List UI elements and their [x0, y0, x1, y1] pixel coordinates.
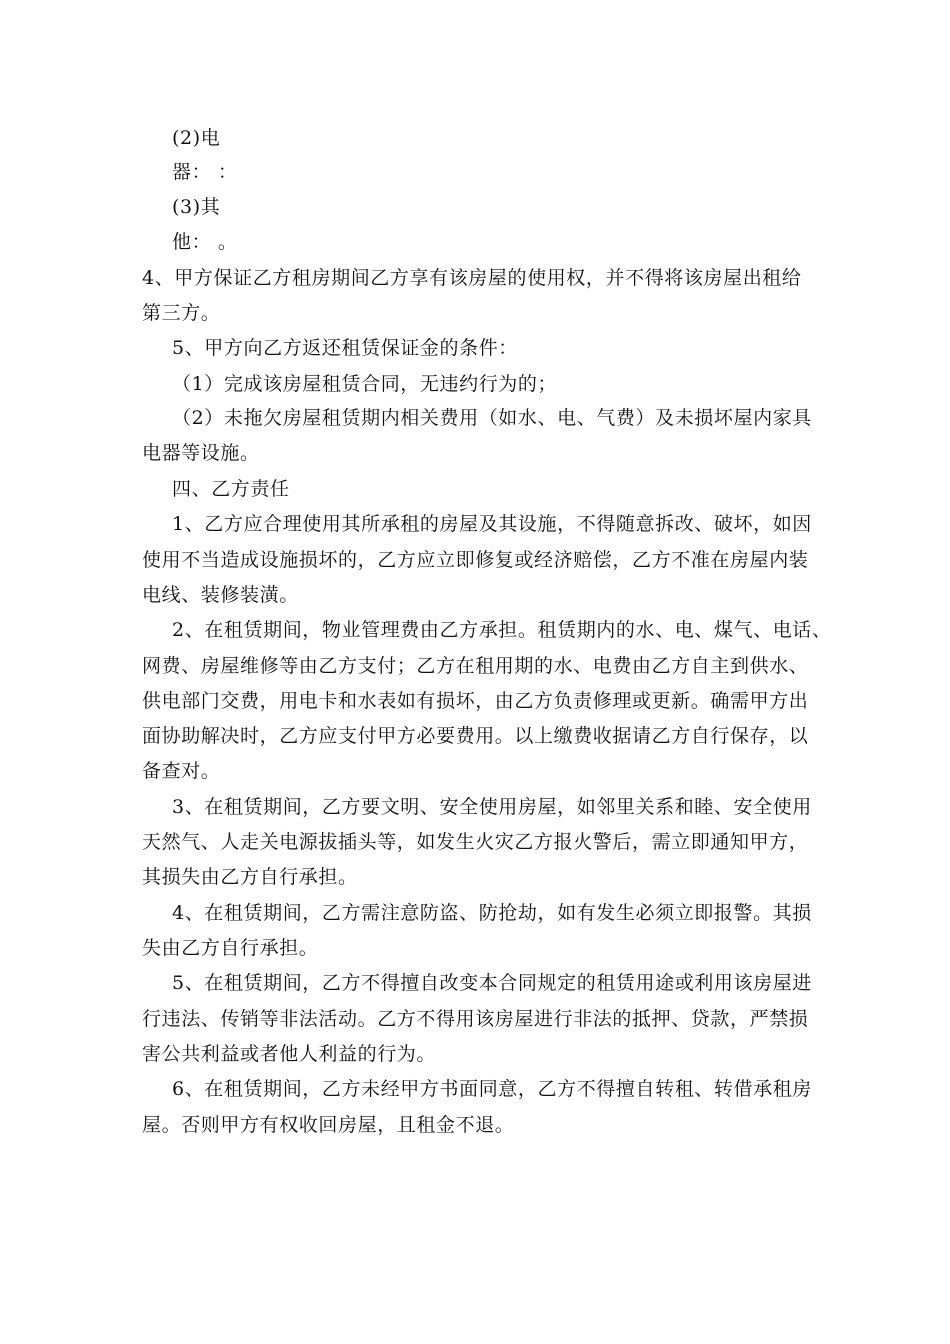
text-line: 行违法、传销等非法活动。乙方不得用该房屋进行非法的抵押、贷款，严禁损 [142, 1008, 809, 1030]
text-line: 电线、装修装潢。 [142, 584, 299, 606]
text-line: (3)其 [172, 196, 221, 218]
text-line: 5、甲方向乙方返还租赁保证金的条件： [172, 337, 518, 359]
text-line: 备查对。 [142, 760, 221, 782]
text-line: 供电部门交费，用电卡和水表如有损坏，由乙方负责修理或更新。确需甲方出 [142, 690, 809, 712]
text-line: (2)电 [172, 127, 221, 149]
text-line: 害公共利益或者他人利益的行为。 [142, 1043, 437, 1065]
text-line: 电器等设施。 [142, 442, 260, 464]
text-line: 使用不当造成设施损坏的，乙方应立即修复或经济赔偿，乙方不准在房屋内装 [142, 549, 809, 571]
text-line: 1、乙方应合理使用其所承租的房屋及其设施，不得随意拆改、破坏，如因 [172, 513, 812, 535]
text-line: 5、在租赁期间，乙方不得擅自改变本合同规定的租赁用途或利用该房屋进 [172, 972, 812, 994]
text-line: 4、甲方保证乙方租房期间乙方享有该房屋的使用权，并不得将该房屋出租给 [142, 267, 802, 289]
text-line: 网费、房屋维修等由乙方支付；乙方在租用期的水、电费由乙方自主到供水、 [142, 655, 809, 677]
text-line: 其损失由乙方自行承担。 [142, 866, 358, 888]
section-heading: 四、乙方责任 [172, 478, 290, 500]
text-line: 4、在租赁期间，乙方需注意防盗、防抢劫，如有发生必须立即报警。其损 [172, 902, 812, 924]
text-line: 失由乙方自行承担。 [142, 937, 319, 959]
text-line: 他： 。 [172, 231, 238, 253]
text-line: 3、在租赁期间，乙方要文明、安全使用房屋，如邻里关系和睦、安全使用 [172, 796, 812, 818]
text-line: 面协助解决时，乙方应支付甲方必要费用。以上缴费收据请乙方自行保存，以 [142, 725, 809, 747]
text-line: 器： ： [172, 161, 238, 183]
text-line: 屋。否则甲方有权收回房屋，且租金不退。 [142, 1114, 515, 1136]
text-line: （1）完成该房屋租赁合同，无违约行为的； [172, 373, 558, 395]
text-line: 2、在租赁期间，物业管理费由乙方承担。租赁期内的水、电、煤气、电话、 [172, 619, 832, 641]
text-line: 6、在租赁期间，乙方未经甲方书面同意，乙方不得擅自转租、转借承租房 [172, 1078, 812, 1100]
text-line: 天然气、人走关电源拔插头等，如发生火灾乙方报火警后，需立即通知甲方， [142, 831, 809, 853]
text-line: 第三方。 [142, 302, 221, 324]
text-line: （2）未拖欠房屋租赁期内相关费用（如水、电、气费）及未损坏屋内家具 [172, 407, 812, 429]
